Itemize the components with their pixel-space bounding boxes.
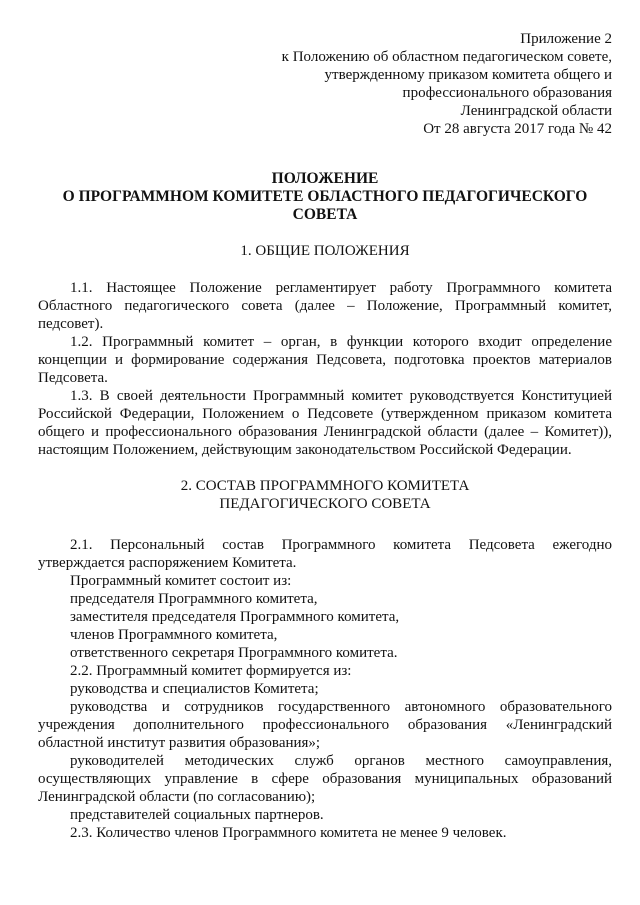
annex-line: Приложение 2: [520, 31, 612, 47]
title-line: ПОЛОЖЕНИЕ: [271, 170, 379, 187]
list-item: 2.2. Программный комитет формируется из:: [70, 663, 352, 679]
paragraph: 1.3. В своей деятельности Программный комитет руководствуется Конституцией Российской Федерации, Положением о Педсовете (утвержденном приказом комитета общего и профессионального образования Ленинградской области (далее – Комитет)), настоящим Положением, действующим законодательством Российской Федерации.: [38, 388, 612, 458]
list-item: председателя Программного комитета,: [70, 591, 318, 607]
section1-heading: 1. ОБЩИЕ ПОЛОЖЕНИЯ: [240, 243, 410, 259]
annex-line: профессионального образования: [402, 85, 612, 101]
list-item: 2.1. Персональный состав Программного комитета Педсовета ежегодно утверждается распоряжением Комитета.: [38, 537, 612, 571]
list-item: заместителя председателя Программного комитета,: [70, 609, 400, 625]
list-item: представителей социальных партнеров.: [70, 807, 324, 823]
list-item: 2.3. Количество членов Программного комитета не менее 9 человек.: [70, 825, 507, 841]
list-item: руководства и специалистов Комитета;: [70, 681, 319, 697]
section2-body: [38, 536, 612, 842]
list-item: членов Программного комитета,: [70, 627, 278, 643]
annex-line: к Положению об областном педагогическом совете,: [281, 49, 612, 65]
title-line: О ПРОГРАММНОМ КОМИТЕТЕ ОБЛАСТНОГО ПЕДАГОГИЧЕСКОГО: [62, 188, 588, 205]
annex-line: От 28 августа 2017 года № 42: [423, 121, 612, 137]
annex-line: утвержденному приказом комитета общего и: [324, 67, 612, 83]
section2-heading-line: ПЕДАГОГИЧЕСКОГО СОВЕТА: [219, 496, 431, 512]
section2-heading-line: 2. СОСТАВ ПРОГРАММНОГО КОМИТЕТА: [180, 478, 470, 494]
section2-heading: [38, 477, 612, 513]
document-title: [38, 170, 612, 224]
annex-line: Ленинградской области: [460, 103, 612, 119]
list-item: Программный комитет состоит из:: [70, 573, 292, 589]
list-item: руководителей методических служб органов местного самоуправления, осуществляющих управление в сфере образования муниципальных образований Ленинградской области (по согласованию);: [38, 753, 612, 805]
list-item: ответственного секретаря Программного комитета.: [70, 645, 398, 661]
paragraph: 1.2. Программный комитет – орган, в функции которого входит определение концепции и формирование содержания Педсовета, подготовка проектов материалов Педсовета.: [38, 334, 612, 386]
annex-block: [38, 30, 612, 138]
section1-body: [38, 279, 612, 459]
paragraph: 1.1. Настоящее Положение регламентирует работу Программного комитета Областного педагогического совета (далее – Положение, Программный комитет, педсовет).: [38, 280, 612, 332]
list-item: руководства и сотрудников государственного автономного образовательного учреждения дополнительного профессионального образования «Ленинградский областной институт развития образования»;: [38, 699, 612, 751]
title-line: СОВЕТА: [292, 206, 358, 223]
